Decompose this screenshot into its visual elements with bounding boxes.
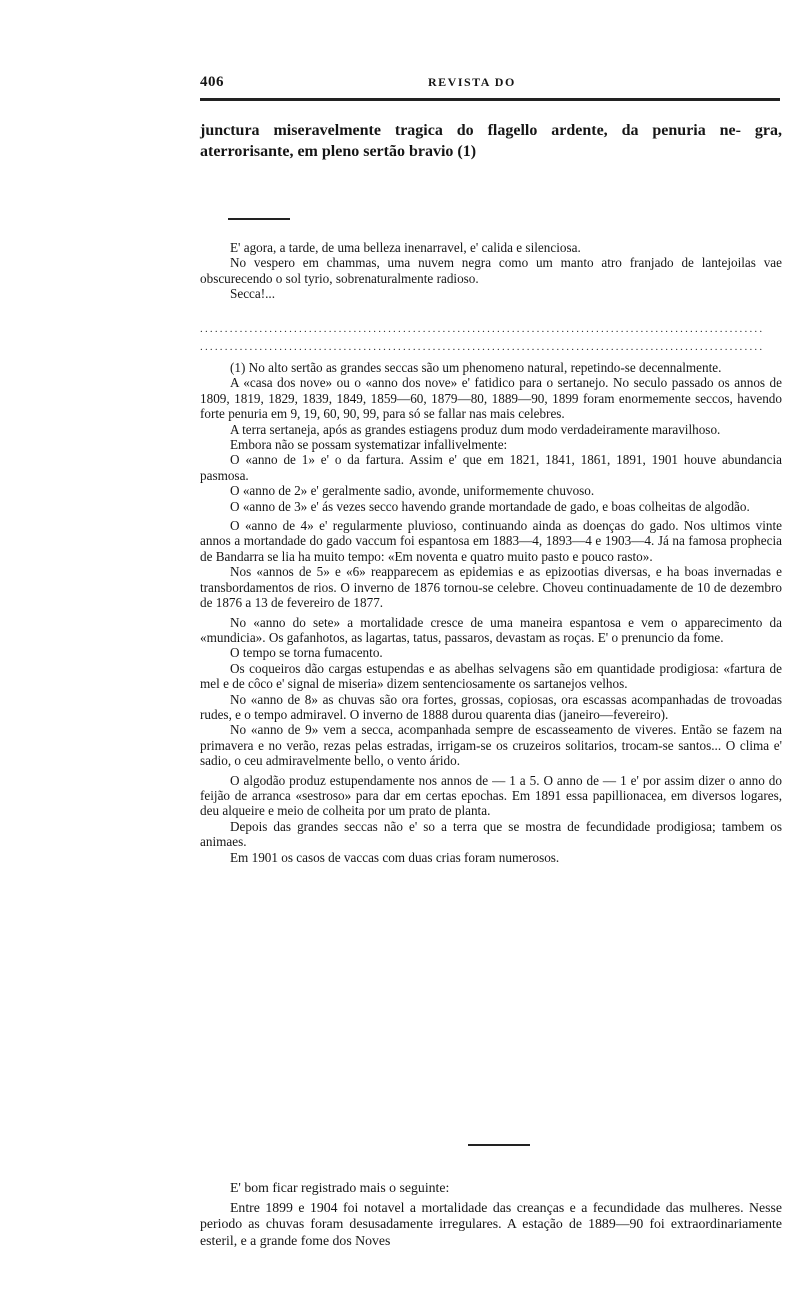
closing-text [200, 1180, 782, 1249]
paragraph: E' bom ficar registrado mais o seguinte: [230, 1180, 450, 1195]
footnote-paragraph: A «casa dos nove» ou o «anno dos nove» e' fatidico para o sertanejo. No seculo passado os annos de 1809, 1819, 1829, 1839, 1849, 1859—60, 1879—80, 1889—90, 1899 foram enormemente seccos, havendo forte penuria em 9, 19, 60, 90, 99, para só se fallar nas mais celebres. [200, 375, 782, 422]
footnote-paragraph: Embora não se possam systematizar infallivelmente: [230, 437, 508, 453]
separator-dots: .................................................................................................................. [200, 344, 765, 350]
footnote-paragraph: A terra sertaneja, após as grandes estiagens produz dum modo verdadeiramente maravilhoso. [230, 421, 721, 437]
footnote [200, 360, 782, 865]
section-rule [468, 1144, 530, 1146]
footnote-paragraph: Os coqueiros dão cargas estupendas e as abelhas selvagens são em quantidade prodigiosa: «fartura de mel e de côco e' signal de miseria» dizem sentenciosamente os sartanejos velhos. [200, 660, 782, 692]
intro-text: junctura miseravelmente tragica do flagello ardente, da penuria ne- gra, aterrorisante, em pleno sertão bravio (1) [200, 122, 782, 160]
paragraph: Secca!... [230, 286, 276, 302]
footnote-paragraph: O «anno de 2» e' geralmente sadio, avonde, uniformemente chuvoso. [230, 483, 595, 499]
separator-dots: .................................................................................................................. [200, 326, 765, 332]
footnote-paragraph: Em 1901 os casos de vaccas com duas crias foram numerosos. [230, 849, 560, 865]
footnote-paragraph: O «anno de 4» e' regularmente pluvioso, continuando ainda as doenças do gado. Nos ultimos vinte annos a mortandade do gado vaccum foi espantosa em 1883—4, 1893—4 e 1903—4. Já na famosa prophecia de Bandarra se lia ha muito tempo: «Em noventa e quatro muito pasto e pouco rasto». [200, 518, 782, 564]
footnote-paragraph: No «anno de 9» vem a secca, acompanhada sempre de escasseamento de viveres. Então se fazem na primavera e no verão, rezas pelas estradas, irrigam-se os cruzeiros solitarios, trocam-se santos... O clima e' sadio, o ceu admiravelmente bello, o vento árido. [200, 722, 782, 769]
footnote-paragraph: O tempo se torna fumacento. [230, 645, 383, 661]
footnote-paragraph: Depois das grandes seccas não e' so a terra que se mostra de fecundidade prodigiosa; tambem os animaes. [200, 818, 782, 850]
footnote-paragraph: O «anno de 3» e' ás vezes secco havendo grande mortandade de gado, e boas colheitas de algodão. [230, 498, 750, 514]
section-rule [228, 218, 290, 220]
header-rule [200, 98, 780, 101]
page-header [200, 74, 780, 98]
footnote-paragraph: Nos «annos de 5» e «6» reapparecem as epidemias e as epizootias diversas, e ha boas invernadas e transbordamentos de rios. O inverno de 1876 tornou-se celebre. Choveu continuadamente de 10 de dezembro de 1876 a 13 de fevereiro de 1877. [200, 564, 782, 611]
running-title: REVISTA DO [428, 75, 516, 89]
paragraph: No vespero em chammas, uma nuvem negra como um manto atro franjado de lantejoilas vae obscurecendo o sol tyrio, sobrenaturalmente radioso. [200, 255, 782, 286]
footnote-paragraph: No «anno de 8» as chuvas são ora fortes, grossas, copiosas, ora escassas acompanhadas de trovoadas rudes, e o tempo admiravel. O inverno de 1888 durou quarenta dias (janeiro—fevereiro). [200, 691, 782, 722]
paragraph: Entre 1899 e 1904 foi notavel a mortalidade das creanças e a fecundidade das mulheres. Nesse periodo as chuvas foram desusadamente irregulares. A estação de 1889—90 foi extraordinariamente esteril, e a grande fome dos Noves [200, 1200, 782, 1248]
footnote-paragraph: (1) No alto sertão as grandes seccas são um phenomeno natural, repetindo-se decennalmente. [230, 360, 722, 375]
footnote-paragraph: No «anno do sete» a mortalidade cresce de uma maneira espantosa e vem o apparecimento da «mundicia». Os gafanhotos, as lagartas, tatus, passaros, devastam as roças. E' o prenuncio da fome. [200, 614, 782, 645]
evening-paragraphs [200, 240, 782, 302]
paragraph: E' agora, a tarde, de uma belleza inenarravel, e' calida e silenciosa. [230, 240, 581, 255]
page-number: 406 [200, 74, 224, 90]
footnote-paragraph: O «anno de 1» e' o da fartura. Assim e' que em 1821, 1841, 1861, 1891, 1901 houve abundancia pasmosa. [200, 452, 782, 483]
footnote-paragraph: O algodão produz estupendamente nos annos de — 1 a 5. O anno de — 1 e' por assim dizer o anno do feijão de arranca «sestroso» para dar em certas epochas. Em 1891 essa papillionacea, em diversos logares, deu alqueire e meio de colheita por um prato de planta. [200, 772, 782, 819]
